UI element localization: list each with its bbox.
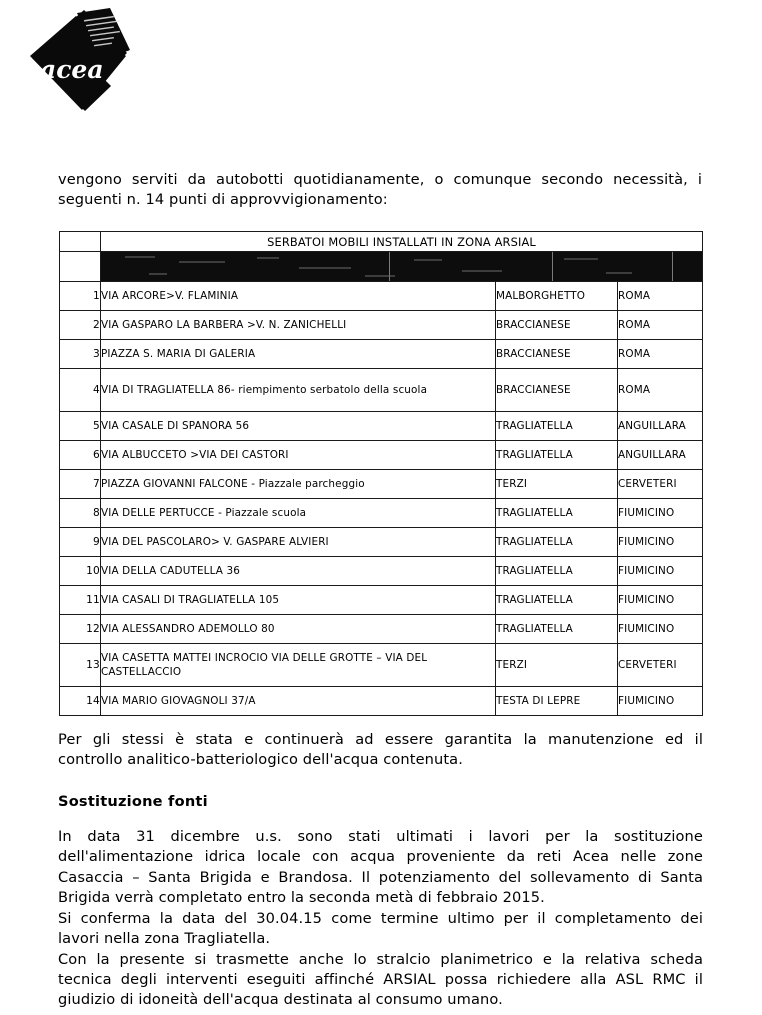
row-address: VIA DI TRAGLIATELLA 86- riempimento serbatolo della scuola	[101, 369, 496, 412]
row-number: 3	[60, 340, 101, 369]
table-title: SERBATOI MOBILI INSTALLATI IN ZONA ARSIAL	[101, 232, 703, 252]
row-number: 5	[60, 412, 101, 441]
row-comune: ROMA	[618, 369, 703, 412]
row-number: 10	[60, 557, 101, 586]
row-address: VIA GASPARO LA BARBERA >V. N. ZANICHELLI	[101, 311, 496, 340]
row-comune: CERVETERI	[618, 470, 703, 499]
table-row	[60, 528, 703, 557]
intro-line: vengono serviti da autobotti quotidianamente, o comunque secondo necessità, i	[58, 171, 702, 188]
table-column-header-band	[101, 252, 703, 282]
row-address: VIA ARCORE>V. FLAMINIA	[101, 282, 496, 311]
body-line: tecnica degli interventi eseguiti affinché ARSIAL possa richiedere alla ASL RMC il	[58, 970, 703, 988]
maintenance-paragraph	[58, 730, 703, 771]
row-number: 11	[60, 586, 101, 615]
row-number: 12	[60, 615, 101, 644]
section-heading: Sostituzione fonti	[58, 793, 208, 810]
table-row	[60, 311, 703, 340]
row-comune: ANGUILLARA	[618, 441, 703, 470]
body-line: Brigida verrà completato entro la seconda metà di febbraio 2015.	[58, 889, 545, 907]
row-number: 6	[60, 441, 101, 470]
row-comune: FIUMICINO	[618, 586, 703, 615]
row-source: TERZI	[496, 470, 618, 499]
row-comune: ROMA	[618, 340, 703, 369]
table-row	[60, 644, 703, 687]
row-address: VIA ALBUCCETO >VIA DEI CASTORI	[101, 441, 496, 470]
row-address: VIA CASETTA MATTEI INCROCIO VIA DELLE GROTTE – VIA DEL CASTELLACCIO	[101, 644, 496, 687]
row-number: 8	[60, 499, 101, 528]
table-row	[60, 412, 703, 441]
maintenance-line: Per gli stessi è stata e continuerà ad essere garantita la manutenzione ed il	[58, 731, 703, 748]
row-address: PIAZZA S. MARIA DI GALERIA	[101, 340, 496, 369]
row-address: VIA CASALE DI SPANORA 56	[101, 412, 496, 441]
table-title-row	[60, 232, 703, 252]
row-comune: FIUMICINO	[618, 499, 703, 528]
row-source: TRAGLIATELLA	[496, 441, 618, 470]
row-address: PIAZZA GIOVANNI FALCONE - Piazzale parcheggio	[101, 470, 496, 499]
row-comune: FIUMICINO	[618, 687, 703, 716]
table-row	[60, 340, 703, 369]
row-address: VIA MARIO GIOVAGNOLI 37/A	[101, 687, 496, 716]
body-line: Casaccia – Santa Brigida e Brandosa. Il potenziamento del sollevamento di Santa	[58, 868, 703, 886]
row-number: 1	[60, 282, 101, 311]
row-address: VIA ALESSANDRO ADEMOLLO 80	[101, 615, 496, 644]
table-row	[60, 499, 703, 528]
row-comune: FIUMICINO	[618, 557, 703, 586]
row-address: VIA DELLE PERTUCCE - Piazzale scuola	[101, 499, 496, 528]
body-paragraph	[58, 827, 703, 1011]
table-row	[60, 586, 703, 615]
acea-wordmark: acea	[40, 55, 104, 84]
row-comune: ANGUILLARA	[618, 412, 703, 441]
row-source: MALBORGHETTO	[496, 282, 618, 311]
row-source: BRACCIANESE	[496, 369, 618, 412]
row-source: TRAGLIATELLA	[496, 499, 618, 528]
row-comune: FIUMICINO	[618, 615, 703, 644]
row-source: TRAGLIATELLA	[496, 528, 618, 557]
body-line: giudizio di idoneità dell'acqua destinata al consumo umano.	[58, 991, 503, 1009]
band-spacer	[60, 252, 101, 282]
row-address: VIA CASALI DI TRAGLIATELLA 105	[101, 586, 496, 615]
row-source: BRACCIANESE	[496, 340, 618, 369]
row-address: VIA DEL PASCOLARO> V. GASPARE ALVIERI	[101, 528, 496, 557]
row-comune: ROMA	[618, 311, 703, 340]
row-source: TRAGLIATELLA	[496, 412, 618, 441]
table-title-spacer	[60, 232, 101, 252]
row-number: 4	[60, 369, 101, 412]
table-band-row	[60, 252, 703, 282]
body-line: Si conferma la data del 30.04.15 come termine ultimo per il completamento dei	[58, 909, 703, 927]
row-source: TRAGLIATELLA	[496, 557, 618, 586]
table-row	[60, 615, 703, 644]
table-body	[60, 282, 703, 716]
row-number: 2	[60, 311, 101, 340]
row-comune: CERVETERI	[618, 644, 703, 687]
maintenance-line: controllo analitico-batteriologico dell'acqua contenuta.	[58, 751, 463, 769]
row-number: 9	[60, 528, 101, 557]
row-source: TERZI	[496, 644, 618, 687]
acea-logo	[14, 6, 134, 118]
row-comune: ROMA	[618, 282, 703, 311]
body-line: Con la presente si trasmette anche lo stralcio planimetrico e la relativa scheda	[58, 950, 703, 968]
serbatoi-table-wrapper	[59, 231, 702, 716]
row-number: 14	[60, 687, 101, 716]
table-row	[60, 282, 703, 311]
row-number: 13	[60, 644, 101, 687]
intro-paragraph	[58, 170, 702, 210]
table-row	[60, 369, 703, 412]
table-row	[60, 470, 703, 499]
row-address: VIA DELLA CADUTELLA 36	[101, 557, 496, 586]
table-row	[60, 687, 703, 716]
table-row	[60, 557, 703, 586]
body-line: dell'alimentazione idrica locale con acqua proveniente da reti Acea nelle zone	[58, 848, 703, 866]
row-source: TRAGLIATELLA	[496, 586, 618, 615]
row-comune: FIUMICINO	[618, 528, 703, 557]
serbatoi-table	[59, 231, 703, 716]
row-source: BRACCIANESE	[496, 311, 618, 340]
body-line: In data 31 dicembre u.s. sono stati ultimati i lavori per la sostituzione	[58, 828, 703, 845]
row-source: TESTA DI LEPRE	[496, 687, 618, 716]
row-source: TRAGLIATELLA	[496, 615, 618, 644]
intro-line: seguenti n. 14 punti di approvvigionamento:	[58, 191, 388, 209]
table-row	[60, 441, 703, 470]
body-line: lavori nella zona Tragliatella.	[58, 930, 271, 948]
table-head	[60, 232, 703, 282]
row-number: 7	[60, 470, 101, 499]
